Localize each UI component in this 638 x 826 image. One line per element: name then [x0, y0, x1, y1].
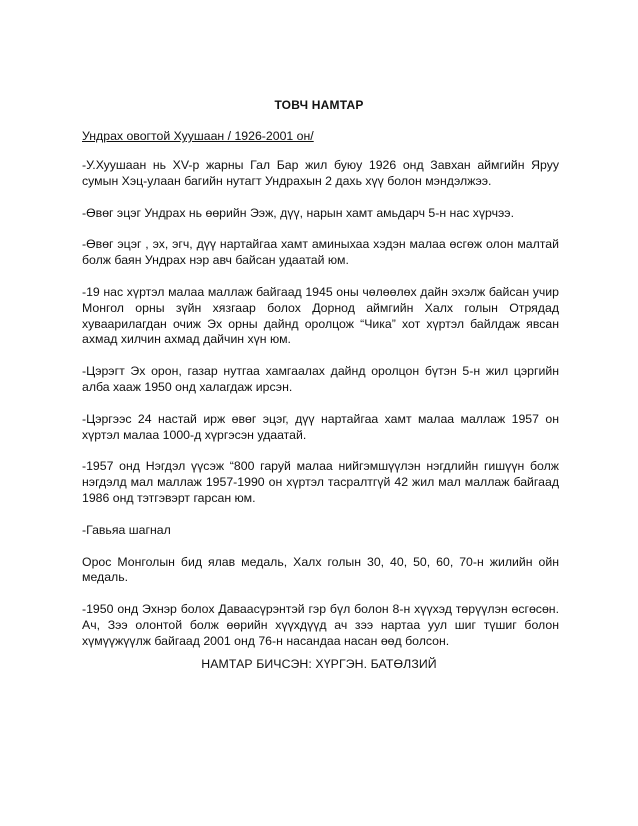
document-signature: НАМТАР БИЧСЭН: ХҮРГЭН. БАТӨЛЗИЙ [201, 657, 437, 671]
paragraph-collective: -1957 онд Нэгдэл үүсэж “800 гаруй малаа нийгэмшүүлэн нэгдлийн гишүүн болж нэгдэлд мал маллаж 1957-1990 он хүртэл тасралтгүй 42 жил мал маллаж байгаад 1986 онд тэтгэвэрт гарсан юм. [82, 459, 559, 505]
paragraph-family-herd: -Өвөг эцэг , эх, эгч, дүү нартайгаа хамт аминыхаа хэдэн малаа өсгөж олон малтай болж баян Ундрах нэр авч байсан удаатай юм. [82, 237, 559, 268]
paragraph-birth: -У.Хуушаан нь XV-р жарны Гал Бар жил буюу 1926 онд Завхан аймгийн Яруу сумын Хэц-улаан багийн нутагт Ундрахын 2 дахь хүү болон мэндэлжээ. [82, 158, 559, 188]
paragraph-war: -19 нас хүртэл малаа маллаж байгаад 1945 оны чөлөөлөх дайн эхэлж байсан учир Монгол орны зүйн хязгаар болох Дорнод аймгийн Халх голын Отрядад хуваарилагдан очиж Эх орны дайнд оролцож “Чика” хот хүртэл байлдаж явсан ахмад хилчин ахмад дайчин хүн юм. [82, 284, 559, 347]
paragraph-awards-heading: -Гавьяа шагнал [82, 522, 171, 537]
paragraph-grandfather: -Өвөг эцэг Ундрах нь өөрийн Ээж, дүү, нарын хамт амьдарч 5-н нас хүрчээ. [82, 205, 514, 220]
document-subtitle: Ундрах овогтой Хуушаан / 1926-2001 он/ [82, 129, 314, 143]
document-title: ТОВЧ НАМТАР [274, 98, 364, 112]
paragraph-awards: Орос Монголын бид ялав медаль, Халх голын 30, 40, 50, 60, 70-н жилийн ойн медаль. [82, 554, 559, 585]
paragraph-return: -Цэргээс 24 настай ирж өвөг эцэг, дүү нартайгаа хамт малаа маллаж 1957 он хүртэл малаа 1000-д хүргэсэн удаатай. [82, 411, 559, 442]
document-body [82, 158, 559, 666]
paragraph-family-life: -1950 онд Эхнэр болох Даваасүрэнтэй гэр бүл болон 8-н хүүхэд төрүүлэн өсгөсөн. Ач, Зээ олонтой болж өөрийн хүүхдүүд ач зээ нартаа уул шиг түшиг болон хүмүүжүүлж байгаад 2001 онд 76-н насандаа насан өөд болсон. [82, 602, 559, 648]
paragraph-military-service: -Цэрэгт Эх орон, газар нутгаа хамгаалах дайнд оролцон бүтэн 5-н жил цэргийн алба хааж 1950 онд халагдаж ирсэн. [82, 364, 559, 394]
